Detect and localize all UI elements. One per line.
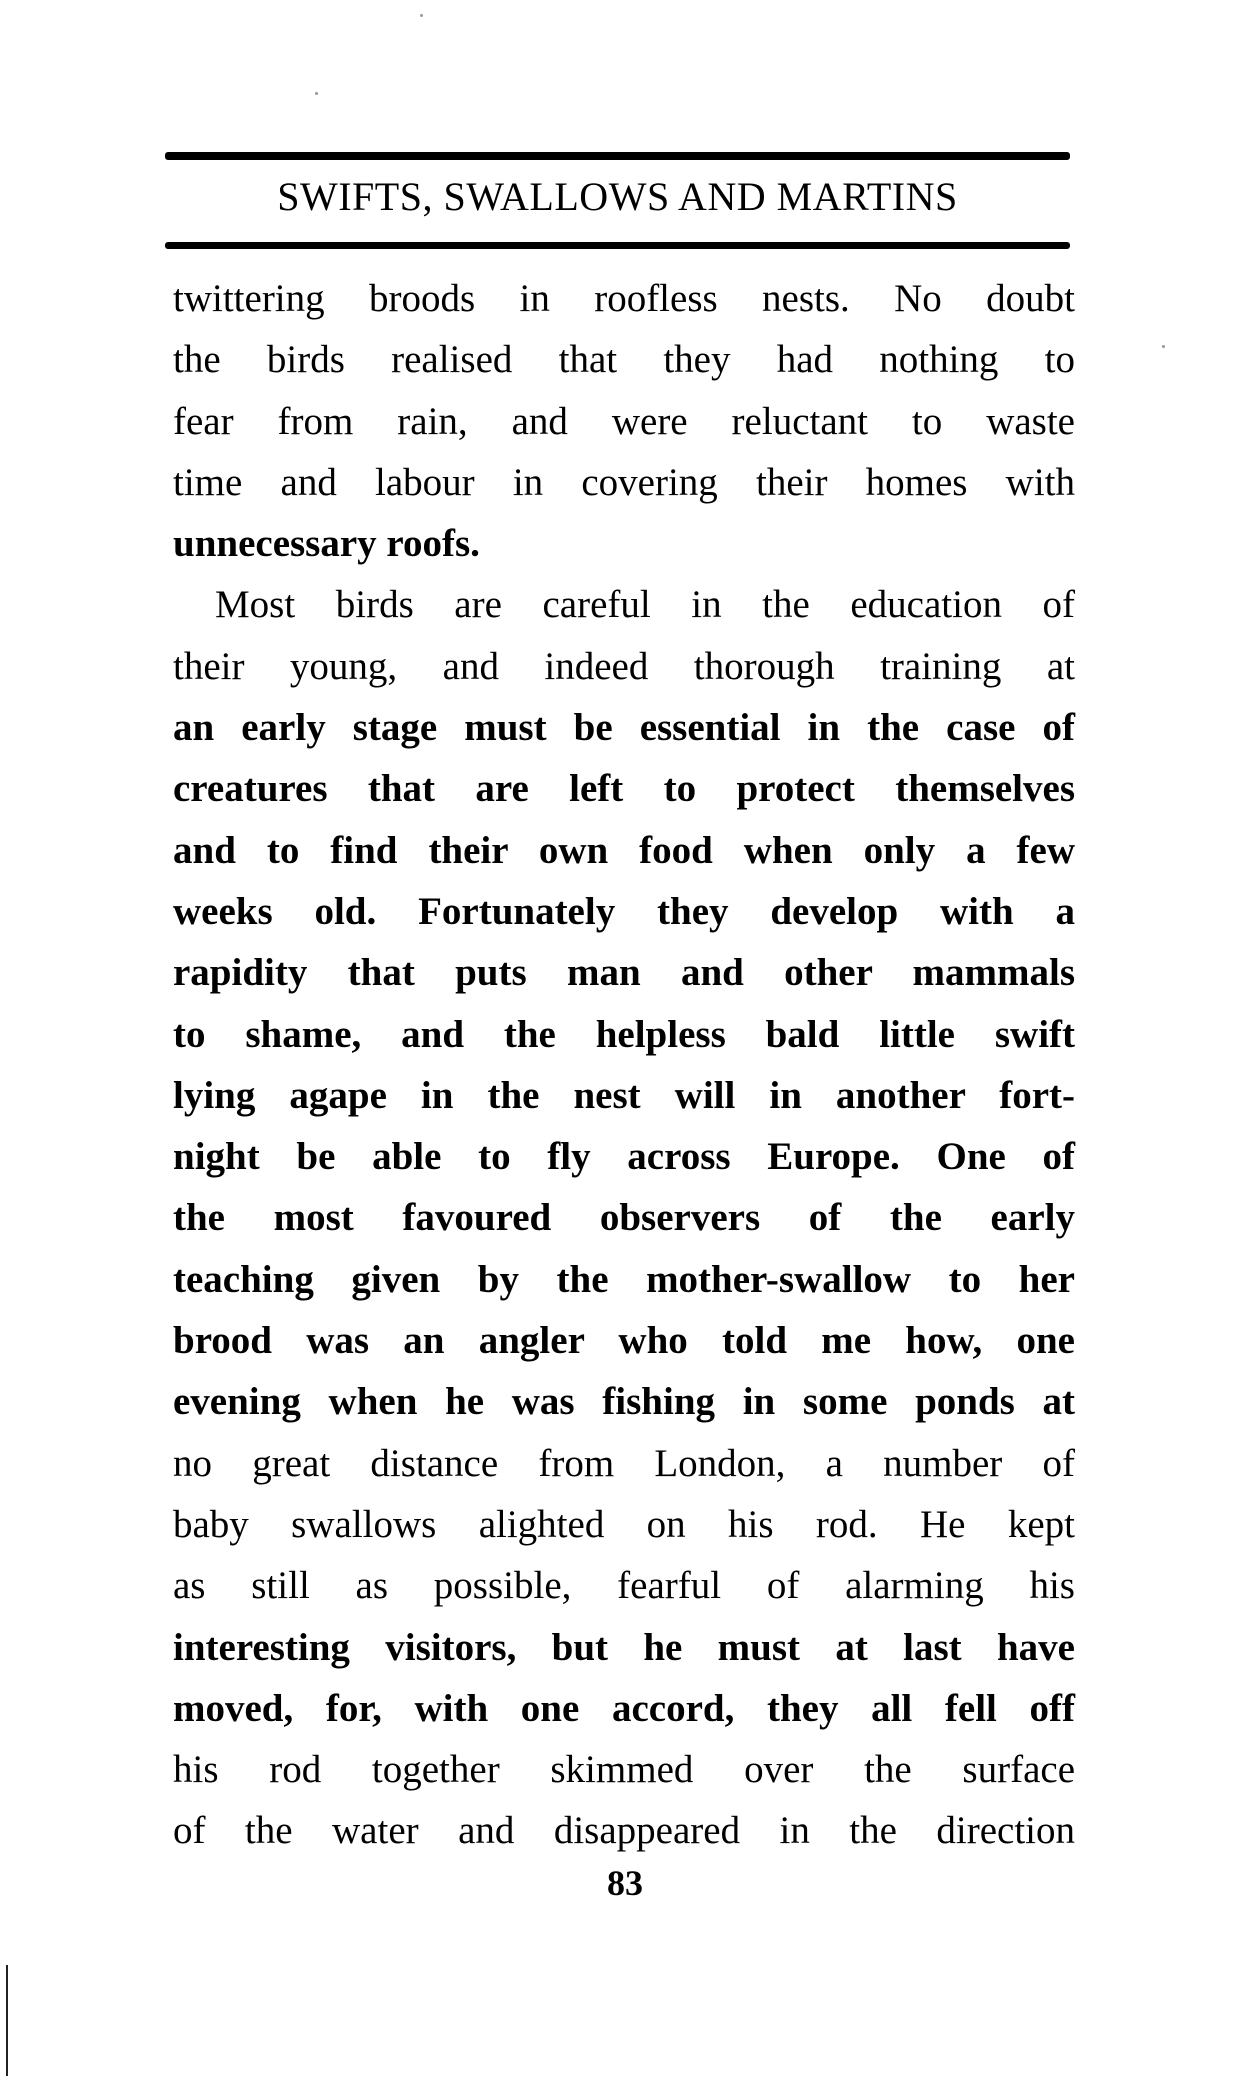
- text-line: of the water and disappeared in the direction: [173, 1809, 1075, 1853]
- text-line: Most birds are careful in the education of: [215, 583, 1075, 627]
- text-line: unnecessary roofs.: [173, 522, 480, 566]
- running-title: SWIFTS, SWALLOWS AND MARTINS: [277, 174, 958, 219]
- text-line: the birds realised that they had nothing to: [173, 338, 1075, 382]
- header-rule-top: [165, 152, 1070, 160]
- text-line: rapidity that puts man and other mammals: [173, 951, 1075, 995]
- scan-speck: [420, 14, 423, 17]
- text-line: an early stage must be essential in the case of: [173, 706, 1075, 750]
- text-line: weeks old. Fortunately they develop with a: [173, 889, 1075, 933]
- header-rule-bottom: [165, 242, 1070, 249]
- text-line: night be able to fly across Europe. One of: [173, 1135, 1075, 1179]
- paragraph-2: [173, 574, 1075, 1861]
- scan-edge-mark: [6, 1965, 8, 2076]
- text-line: as still as possible, fearful of alarming his: [173, 1564, 1075, 1608]
- text-line: and to find their own food when only a few: [173, 828, 1075, 872]
- text-line: baby swallows alighted on his rod. He kept: [173, 1502, 1075, 1546]
- text-line: his rod together skimmed over the surface: [173, 1748, 1075, 1792]
- text-line: twittering broods in roofless nests. No doubt: [173, 277, 1075, 320]
- text-line: time and labour in covering their homes with: [173, 460, 1075, 504]
- text-line: no great distance from London, a number of: [173, 1441, 1075, 1485]
- text-line: brood was an angler who told me how, one: [173, 1319, 1075, 1363]
- text-line: the most favoured observers of the early: [173, 1196, 1075, 1240]
- text-line: evening when he was fishing in some ponds at: [173, 1380, 1075, 1424]
- scan-speck: [315, 92, 318, 95]
- text-line: moved, for, with one accord, they all fell off: [173, 1686, 1075, 1730]
- page-body: [173, 268, 1075, 1862]
- paragraph-1: [173, 268, 1075, 574]
- text-line: fear from rain, and were reluctant to waste: [173, 399, 1075, 443]
- text-line: teaching given by the mother-swallow to her: [173, 1257, 1075, 1301]
- text-line: creatures that are left to protect themselves: [173, 767, 1075, 811]
- text-line: to shame, and the helpless bald little swift: [173, 1012, 1075, 1056]
- text-line: interesting visitors, but he must at last have: [173, 1625, 1075, 1669]
- scan-speck: [1162, 345, 1165, 348]
- text-line: lying agape in the nest will in another fort-: [173, 1073, 1075, 1117]
- text-line: their young, and indeed thorough training at: [173, 644, 1075, 688]
- page-number: 83: [607, 1863, 643, 1903]
